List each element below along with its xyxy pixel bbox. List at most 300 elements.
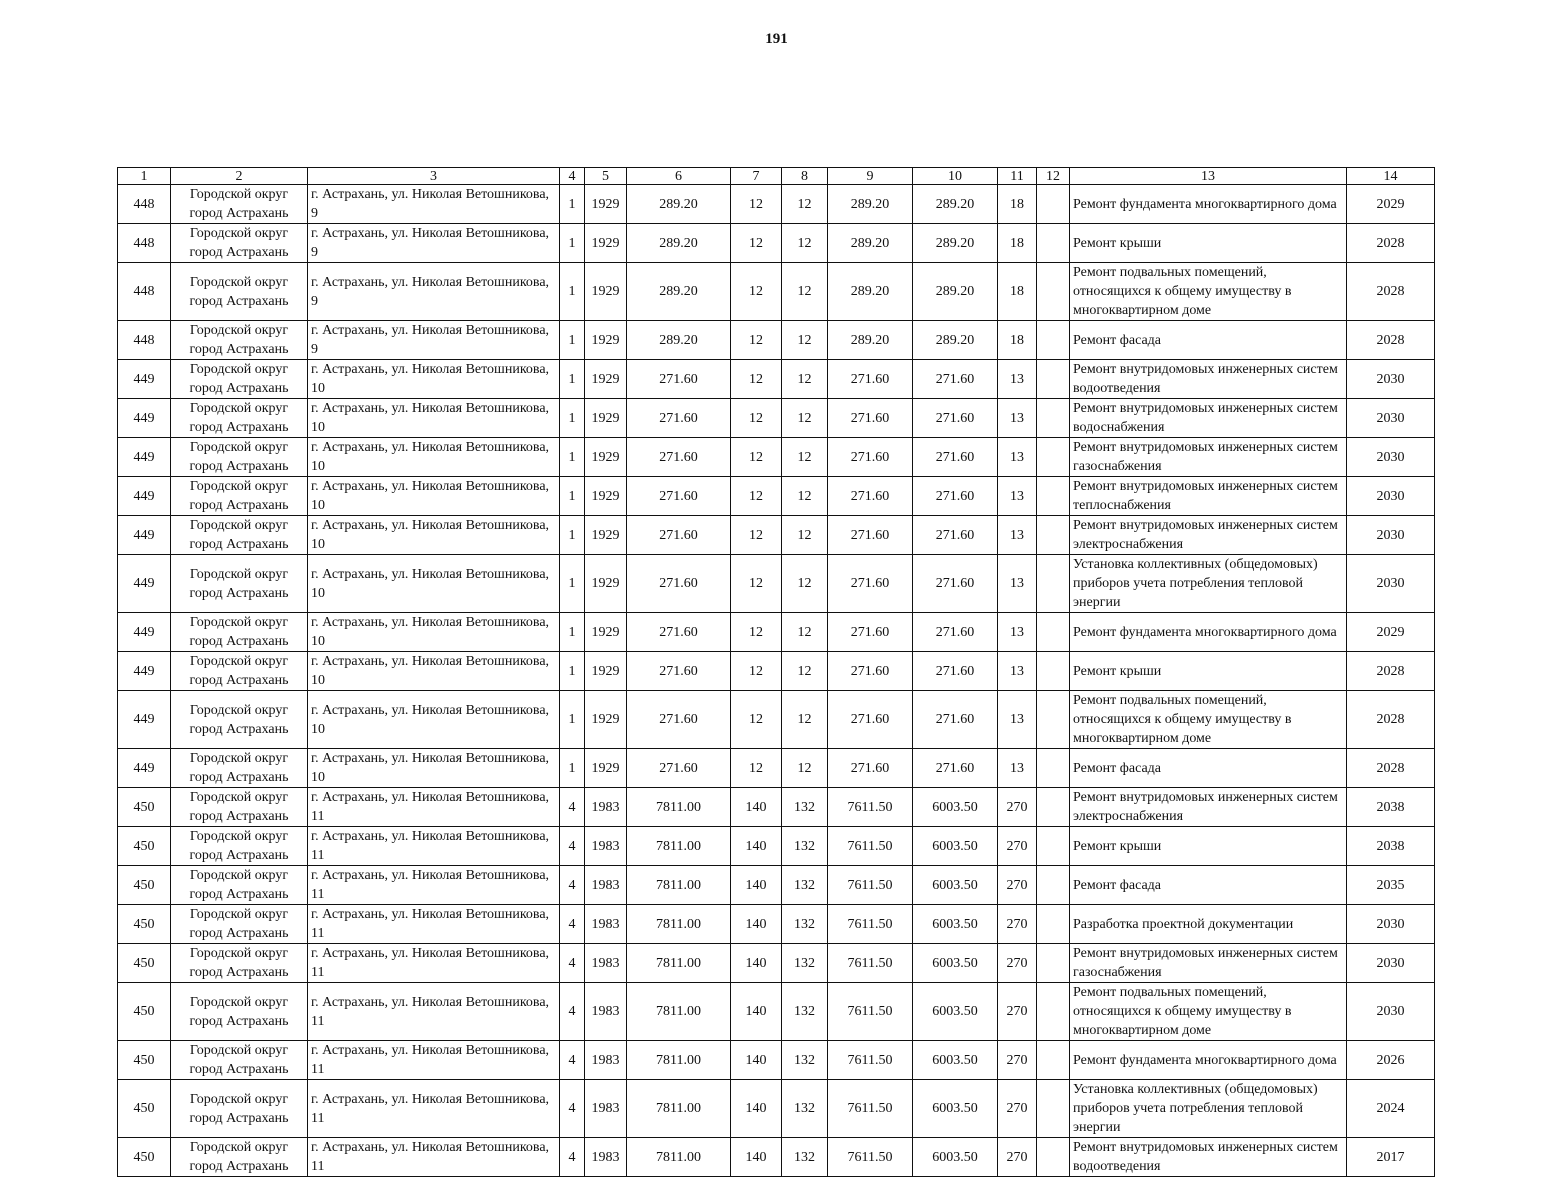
col-9-cell: 289.20 [828,263,913,321]
col-10-cell: 6003.50 [913,866,998,905]
total-area-cell: 271.60 [627,652,731,691]
column-header: 1 [118,168,171,185]
col-9-cell: 7611.50 [828,905,913,944]
municipality-cell: Городской округ город Астрахань [171,399,308,438]
row-number: 449 [118,360,171,399]
total-area-cell: 271.60 [627,613,731,652]
address-cell: г. Астрахань, ул. Николая Ветошникова, 9 [308,224,560,263]
address-cell: г. Астрахань, ул. Николая Ветошникова, 9 [308,321,560,360]
year-built-cell: 1983 [585,1138,627,1177]
col-7-cell: 140 [731,1138,782,1177]
col-7-cell: 12 [731,613,782,652]
col-9-cell: 289.20 [828,224,913,263]
col-12-cell [1037,185,1070,224]
row-number: 449 [118,613,171,652]
work-type-cell: Ремонт фундамента многоквартирного дома [1070,1041,1347,1080]
column-header: 3 [308,168,560,185]
total-area-cell: 271.60 [627,749,731,788]
table-row [118,652,1435,691]
total-area-cell: 271.60 [627,516,731,555]
col-9-cell: 271.60 [828,477,913,516]
floors-cell: 4 [560,944,585,983]
residents-cell: 270 [998,905,1037,944]
total-area-cell: 271.60 [627,691,731,749]
col-10-cell: 271.60 [913,399,998,438]
table-row [118,1041,1435,1080]
col-7-cell: 140 [731,983,782,1041]
floors-cell: 1 [560,477,585,516]
year-built-cell: 1983 [585,827,627,866]
table-row [118,360,1435,399]
col-7-cell: 140 [731,944,782,983]
work-type-cell: Ремонт внутридомовых инженерных систем электроснабжения [1070,788,1347,827]
col-10-cell: 6003.50 [913,1080,998,1138]
col-9-cell: 7611.50 [828,983,913,1041]
work-type-cell: Ремонт внутридомовых инженерных систем водоотведения [1070,360,1347,399]
col-12-cell [1037,263,1070,321]
col-12-cell [1037,399,1070,438]
total-area-cell: 7811.00 [627,1080,731,1138]
col-8-cell: 132 [782,1041,828,1080]
col-10-cell: 6003.50 [913,944,998,983]
col-9-cell: 271.60 [828,749,913,788]
col-7-cell: 12 [731,749,782,788]
year-built-cell: 1929 [585,555,627,613]
col-7-cell: 140 [731,788,782,827]
col-8-cell: 12 [782,555,828,613]
planned-year-cell: 2030 [1347,399,1435,438]
residents-cell: 270 [998,1041,1037,1080]
year-built-cell: 1929 [585,613,627,652]
table-row [118,866,1435,905]
year-built-cell: 1983 [585,866,627,905]
col-8-cell: 12 [782,399,828,438]
planned-year-cell: 2030 [1347,516,1435,555]
col-10-cell: 271.60 [913,652,998,691]
col-10-cell: 6003.50 [913,905,998,944]
total-area-cell: 271.60 [627,438,731,477]
total-area-cell: 289.20 [627,263,731,321]
row-number: 450 [118,1080,171,1138]
col-9-cell: 289.20 [828,185,913,224]
municipality-cell: Городской округ город Астрахань [171,1080,308,1138]
col-12-cell [1037,788,1070,827]
col-8-cell: 132 [782,1138,828,1177]
address-cell: г. Астрахань, ул. Николая Ветошникова, 10 [308,477,560,516]
planned-year-cell: 2030 [1347,983,1435,1041]
col-7-cell: 12 [731,691,782,749]
col-8-cell: 132 [782,788,828,827]
table-row [118,1080,1435,1138]
floors-cell: 4 [560,1041,585,1080]
floors-cell: 4 [560,866,585,905]
col-10-cell: 289.20 [913,321,998,360]
total-area-cell: 271.60 [627,399,731,438]
total-area-cell: 7811.00 [627,866,731,905]
col-10-cell: 289.20 [913,263,998,321]
row-number: 449 [118,652,171,691]
municipality-cell: Городской округ город Астрахань [171,438,308,477]
planned-year-cell: 2029 [1347,613,1435,652]
planned-year-cell: 2024 [1347,1080,1435,1138]
address-cell: г. Астрахань, ул. Николая Ветошникова, 9 [308,185,560,224]
residents-cell: 270 [998,866,1037,905]
total-area-cell: 7811.00 [627,1138,731,1177]
col-7-cell: 12 [731,477,782,516]
col-9-cell: 7611.50 [828,788,913,827]
table-row [118,944,1435,983]
total-area-cell: 7811.00 [627,944,731,983]
planned-year-cell: 2028 [1347,749,1435,788]
col-12-cell [1037,1138,1070,1177]
col-8-cell: 12 [782,477,828,516]
planned-year-cell: 2028 [1347,321,1435,360]
work-type-cell: Ремонт фасада [1070,866,1347,905]
residents-cell: 270 [998,788,1037,827]
total-area-cell: 7811.00 [627,983,731,1041]
column-header: 4 [560,168,585,185]
col-9-cell: 271.60 [828,438,913,477]
col-12-cell [1037,1041,1070,1080]
table-row [118,224,1435,263]
row-number: 448 [118,263,171,321]
planned-year-cell: 2038 [1347,788,1435,827]
col-10-cell: 271.60 [913,477,998,516]
work-type-cell: Ремонт фасада [1070,321,1347,360]
municipality-cell: Городской округ город Астрахань [171,691,308,749]
residents-cell: 270 [998,1080,1037,1138]
page-number: 191 [765,31,788,47]
residents-cell: 270 [998,1138,1037,1177]
planned-year-cell: 2028 [1347,652,1435,691]
col-8-cell: 12 [782,360,828,399]
table-row [118,983,1435,1041]
col-8-cell: 12 [782,516,828,555]
row-number: 448 [118,224,171,263]
planned-year-cell: 2030 [1347,555,1435,613]
work-type-cell: Разработка проектной документации [1070,905,1347,944]
col-10-cell: 289.20 [913,224,998,263]
col-9-cell: 271.60 [828,360,913,399]
work-type-cell: Ремонт подвальных помещений, относящихся к общему имуществу в многоквартирном доме [1070,983,1347,1041]
floors-cell: 1 [560,652,585,691]
year-built-cell: 1983 [585,1041,627,1080]
year-built-cell: 1929 [585,477,627,516]
col-12-cell [1037,360,1070,399]
residents-cell: 13 [998,360,1037,399]
row-number: 449 [118,399,171,438]
col-9-cell: 271.60 [828,652,913,691]
address-cell: г. Астрахань, ул. Николая Ветошникова, 10 [308,360,560,399]
residents-cell: 18 [998,321,1037,360]
table-row [118,321,1435,360]
floors-cell: 1 [560,749,585,788]
col-8-cell: 12 [782,749,828,788]
address-cell: г. Астрахань, ул. Николая Ветошникова, 10 [308,516,560,555]
col-8-cell: 132 [782,827,828,866]
table-row [118,905,1435,944]
work-type-cell: Ремонт фундамента многоквартирного дома [1070,185,1347,224]
floors-cell: 1 [560,360,585,399]
address-cell: г. Астрахань, ул. Николая Ветошникова, 11 [308,827,560,866]
col-7-cell: 140 [731,1041,782,1080]
municipality-cell: Городской округ город Астрахань [171,477,308,516]
row-number: 450 [118,983,171,1041]
col-12-cell [1037,613,1070,652]
row-number: 449 [118,438,171,477]
residents-cell: 13 [998,477,1037,516]
planned-year-cell: 2028 [1347,691,1435,749]
residents-cell: 270 [998,827,1037,866]
municipality-cell: Городской округ город Астрахань [171,827,308,866]
address-cell: г. Астрахань, ул. Николая Ветошникова, 10 [308,749,560,788]
col-7-cell: 12 [731,360,782,399]
col-9-cell: 7611.50 [828,866,913,905]
floors-cell: 1 [560,613,585,652]
floors-cell: 4 [560,1138,585,1177]
floors-cell: 4 [560,905,585,944]
municipality-cell: Городской округ город Астрахань [171,983,308,1041]
municipality-cell: Городской округ город Астрахань [171,263,308,321]
total-area-cell: 7811.00 [627,827,731,866]
col-7-cell: 12 [731,263,782,321]
col-12-cell [1037,321,1070,360]
col-7-cell: 12 [731,399,782,438]
table-row [118,263,1435,321]
address-cell: г. Астрахань, ул. Николая Ветошникова, 10 [308,691,560,749]
col-7-cell: 140 [731,866,782,905]
col-7-cell: 140 [731,827,782,866]
table-row [118,749,1435,788]
col-9-cell: 271.60 [828,555,913,613]
year-built-cell: 1929 [585,516,627,555]
work-type-cell: Ремонт внутридомовых инженерных систем газоснабжения [1070,944,1347,983]
planned-year-cell: 2030 [1347,477,1435,516]
table-row [118,827,1435,866]
column-header: 8 [782,168,828,185]
table-row [118,438,1435,477]
work-type-cell: Ремонт подвальных помещений, относящихся к общему имуществу в многоквартирном доме [1070,263,1347,321]
col-7-cell: 12 [731,555,782,613]
work-type-cell: Ремонт крыши [1070,224,1347,263]
col-10-cell: 6003.50 [913,788,998,827]
table-row [118,399,1435,438]
residents-cell: 270 [998,983,1037,1041]
address-cell: г. Астрахань, ул. Николая Ветошникова, 10 [308,555,560,613]
col-9-cell: 271.60 [828,691,913,749]
work-type-cell: Ремонт внутридомовых инженерных систем теплоснабжения [1070,477,1347,516]
municipality-cell: Городской округ город Астрахань [171,905,308,944]
floors-cell: 4 [560,1080,585,1138]
year-built-cell: 1929 [585,360,627,399]
floors-cell: 1 [560,555,585,613]
planned-year-cell: 2030 [1347,905,1435,944]
row-number: 448 [118,321,171,360]
work-type-cell: Установка коллективных (общедомовых) приборов учета потребления тепловой энергии [1070,1080,1347,1138]
col-9-cell: 7611.50 [828,944,913,983]
col-8-cell: 12 [782,321,828,360]
row-number: 450 [118,827,171,866]
row-number: 450 [118,1138,171,1177]
year-built-cell: 1929 [585,263,627,321]
col-8-cell: 12 [782,224,828,263]
planned-year-cell: 2030 [1347,360,1435,399]
col-8-cell: 12 [782,613,828,652]
address-cell: г. Астрахань, ул. Николая Ветошникова, 11 [308,1138,560,1177]
col-8-cell: 12 [782,652,828,691]
col-12-cell [1037,224,1070,263]
total-area-cell: 7811.00 [627,1041,731,1080]
address-cell: г. Астрахань, ул. Николая Ветошникова, 10 [308,652,560,691]
row-number: 450 [118,1041,171,1080]
address-cell: г. Астрахань, ул. Николая Ветошникова, 11 [308,788,560,827]
address-cell: г. Астрахань, ул. Николая Ветошникова, 10 [308,438,560,477]
floors-cell: 1 [560,224,585,263]
col-9-cell: 7611.50 [828,827,913,866]
work-type-cell: Ремонт крыши [1070,827,1347,866]
col-8-cell: 132 [782,983,828,1041]
col-10-cell: 6003.50 [913,1138,998,1177]
col-12-cell [1037,983,1070,1041]
total-area-cell: 289.20 [627,185,731,224]
address-cell: г. Астрахань, ул. Николая Ветошникова, 11 [308,1080,560,1138]
col-10-cell: 271.60 [913,555,998,613]
registry-table [117,167,1435,1177]
planned-year-cell: 2026 [1347,1041,1435,1080]
work-type-cell: Ремонт крыши [1070,652,1347,691]
col-7-cell: 12 [731,516,782,555]
col-12-cell [1037,477,1070,516]
col-8-cell: 132 [782,866,828,905]
table-row [118,555,1435,613]
col-10-cell: 6003.50 [913,827,998,866]
work-type-cell: Ремонт внутридомовых инженерных систем водоотведения [1070,1138,1347,1177]
row-number: 449 [118,691,171,749]
row-number: 449 [118,477,171,516]
residents-cell: 13 [998,399,1037,438]
col-8-cell: 12 [782,185,828,224]
table-row [118,477,1435,516]
floors-cell: 1 [560,516,585,555]
work-type-cell: Ремонт внутридомовых инженерных систем газоснабжения [1070,438,1347,477]
col-12-cell [1037,866,1070,905]
year-built-cell: 1929 [585,438,627,477]
year-built-cell: 1983 [585,944,627,983]
total-area-cell: 7811.00 [627,788,731,827]
row-number: 450 [118,905,171,944]
residents-cell: 18 [998,224,1037,263]
residents-cell: 13 [998,691,1037,749]
col-10-cell: 271.60 [913,438,998,477]
municipality-cell: Городской округ город Астрахань [171,944,308,983]
municipality-cell: Городской округ город Астрахань [171,749,308,788]
total-area-cell: 289.20 [627,321,731,360]
residents-cell: 13 [998,438,1037,477]
col-7-cell: 12 [731,321,782,360]
col-12-cell [1037,652,1070,691]
total-area-cell: 7811.00 [627,905,731,944]
row-number: 449 [118,555,171,613]
column-header: 13 [1070,168,1347,185]
col-9-cell: 271.60 [828,399,913,438]
col-9-cell: 7611.50 [828,1080,913,1138]
residents-cell: 270 [998,944,1037,983]
col-10-cell: 271.60 [913,516,998,555]
address-cell: г. Астрахань, ул. Николая Ветошникова, 10 [308,613,560,652]
floors-cell: 1 [560,263,585,321]
planned-year-cell: 2030 [1347,944,1435,983]
year-built-cell: 1929 [585,691,627,749]
work-type-cell: Ремонт подвальных помещений, относящихся к общему имуществу в многоквартирном доме [1070,691,1347,749]
col-7-cell: 140 [731,905,782,944]
planned-year-cell: 2038 [1347,827,1435,866]
col-7-cell: 12 [731,438,782,477]
col-12-cell [1037,438,1070,477]
col-7-cell: 12 [731,224,782,263]
row-number: 448 [118,185,171,224]
address-cell: г. Астрахань, ул. Николая Ветошникова, 11 [308,866,560,905]
municipality-cell: Городской округ город Астрахань [171,1041,308,1080]
col-8-cell: 132 [782,1080,828,1138]
work-type-cell: Установка коллективных (общедомовых) приборов учета потребления тепловой энергии [1070,555,1347,613]
municipality-cell: Городской округ город Астрахань [171,788,308,827]
table-row [118,516,1435,555]
column-header: 9 [828,168,913,185]
column-header: 6 [627,168,731,185]
col-10-cell: 6003.50 [913,983,998,1041]
address-cell: г. Астрахань, ул. Николая Ветошникова, 9 [308,263,560,321]
col-9-cell: 7611.50 [828,1138,913,1177]
col-9-cell: 7611.50 [828,1041,913,1080]
table-row [118,691,1435,749]
year-built-cell: 1929 [585,321,627,360]
municipality-cell: Городской округ город Астрахань [171,321,308,360]
municipality-cell: Городской округ город Астрахань [171,652,308,691]
col-10-cell: 289.20 [913,185,998,224]
col-12-cell [1037,905,1070,944]
address-cell: г. Астрахань, ул. Николая Ветошникова, 11 [308,905,560,944]
row-number: 450 [118,866,171,905]
floors-cell: 4 [560,788,585,827]
year-built-cell: 1929 [585,749,627,788]
row-number: 449 [118,516,171,555]
year-built-cell: 1983 [585,905,627,944]
table-row [118,788,1435,827]
floors-cell: 1 [560,399,585,438]
municipality-cell: Городской округ город Астрахань [171,613,308,652]
residents-cell: 13 [998,555,1037,613]
floors-cell: 1 [560,321,585,360]
row-number: 449 [118,749,171,788]
municipality-cell: Городской округ город Астрахань [171,185,308,224]
total-area-cell: 271.60 [627,360,731,399]
col-10-cell: 271.60 [913,360,998,399]
col-12-cell [1037,944,1070,983]
year-built-cell: 1929 [585,652,627,691]
col-8-cell: 12 [782,263,828,321]
address-cell: г. Астрахань, ул. Николая Ветошникова, 10 [308,399,560,438]
residents-cell: 13 [998,749,1037,788]
column-header: 7 [731,168,782,185]
residents-cell: 13 [998,613,1037,652]
year-built-cell: 1983 [585,1080,627,1138]
col-8-cell: 12 [782,438,828,477]
col-10-cell: 271.60 [913,749,998,788]
column-header: 2 [171,168,308,185]
total-area-cell: 289.20 [627,224,731,263]
col-9-cell: 289.20 [828,321,913,360]
residents-cell: 13 [998,516,1037,555]
